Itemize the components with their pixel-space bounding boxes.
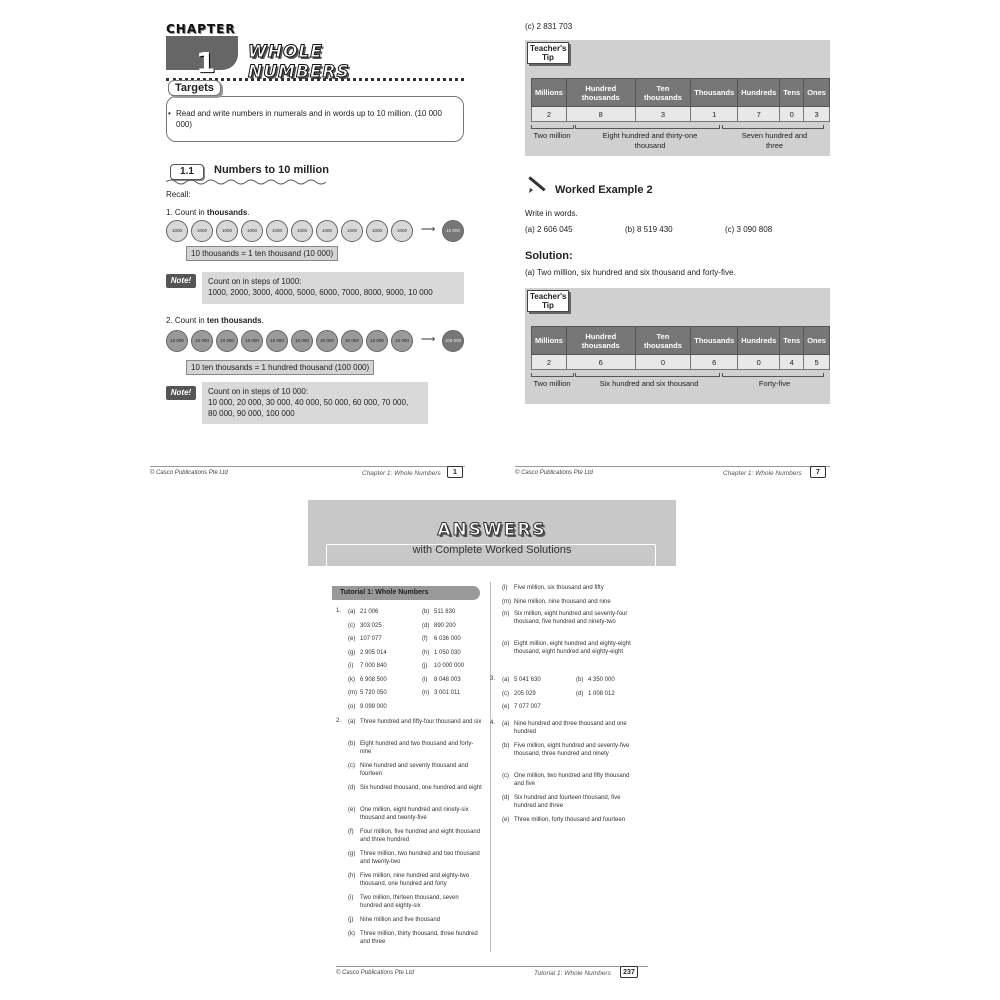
table-cell: 5 <box>804 355 830 370</box>
question-number: 4. <box>490 720 496 726</box>
brace <box>575 125 720 129</box>
footer-line <box>515 466 830 467</box>
answer-label: (e) <box>502 704 510 710</box>
answer-value: 205 029 <box>514 690 536 697</box>
answer-label: (b) <box>502 743 510 749</box>
col-header: Thousands <box>691 79 738 107</box>
table-cell: 0 <box>635 355 691 370</box>
item-1: 1. Count in thousands. <box>166 208 250 217</box>
answer-value: 7 077 007 <box>514 704 541 710</box>
answer-value: Three million, thirty thousand, three hundred and three <box>360 931 478 945</box>
equation-box-2: 10 ten thousands = 1 hundred thousand (100 000) <box>186 360 374 375</box>
coin: 10 000 <box>166 330 188 352</box>
answer-value: 107 077 <box>360 636 382 642</box>
answer-value: 890 200 <box>434 622 456 629</box>
coin: 10 000 <box>191 330 213 352</box>
answer-label: (o) <box>502 641 510 647</box>
table-cell: 2 <box>532 355 567 370</box>
answer-value: 2 905 014 <box>360 649 387 656</box>
col-header: Tens <box>780 327 804 355</box>
col-header: Hundreds <box>738 79 780 107</box>
teachers-tip-tag <box>527 290 569 312</box>
answer-value: 511 830 <box>434 609 456 615</box>
answers-page <box>308 500 676 988</box>
teachers-tip-panel-1 <box>525 40 830 156</box>
answer-label: (b) <box>422 609 430 615</box>
answer-value: Five million, six thousand and fifty <box>514 585 604 591</box>
table-cell: 1 <box>691 107 738 122</box>
col-header: Thousands <box>691 327 738 355</box>
coin: 1000 <box>166 220 188 242</box>
arrow-right-icon: ⟶ <box>421 224 436 235</box>
answer-value: One million, eight hundred and ninety-six thousand and twenty-five <box>360 807 469 821</box>
footer-chapter: Tutorial 1: Whole Numbers <box>534 970 611 977</box>
answer-label: (e) <box>348 807 356 813</box>
page-number: 1 <box>447 466 463 478</box>
word-group: Forty-five <box>758 379 791 388</box>
answer-value: 21 006 <box>360 609 379 615</box>
page-number: 237 <box>620 966 638 978</box>
targets-label: Targets <box>168 80 221 96</box>
chapter-word: CHAPTER <box>166 22 236 36</box>
answer-value: Three million, forty thousand and fourteen <box>514 817 626 823</box>
brace <box>722 125 824 129</box>
section-title: Numbers to 10 million <box>214 164 329 176</box>
answer-value: Eight hundred and two thousand and forty-nine <box>360 741 474 755</box>
tip-label-line-2: Tip <box>542 301 554 310</box>
answer-value: 1 050 030 <box>434 649 461 656</box>
answer-label: (d) <box>502 795 510 801</box>
page-number: 7 <box>810 466 826 478</box>
table-cell: 0 <box>738 355 780 370</box>
question-number: 1. <box>336 608 342 614</box>
answer-label: (a) <box>348 609 356 615</box>
chapter-number-box <box>166 36 238 79</box>
item-c: (c) 2 831 703 <box>525 22 573 31</box>
note-1-line-1: Count on in steps of 1000: <box>208 277 302 286</box>
word-group: Seven hundred and three <box>741 131 808 150</box>
answer-value: Nine million and five thousand <box>360 917 441 923</box>
answer-label: (c) <box>502 773 509 779</box>
answer-label: (o) <box>348 703 356 710</box>
note-tag-1: Note! <box>166 274 196 288</box>
coin: 1000 <box>241 220 263 242</box>
answer-value: One million, two hundred and fifty thousand and five <box>514 773 630 787</box>
place-value-table-2 <box>531 326 830 370</box>
footer-chapter: Chapter 1: Whole Numbers <box>723 470 802 477</box>
answer-label: (b) <box>348 741 356 747</box>
answer-label: (f) <box>422 636 428 642</box>
table-cell: 7 <box>738 107 780 122</box>
answer-label: (n) <box>422 690 430 696</box>
table-cell: 2 <box>532 107 567 122</box>
question-c: (c) 3 090 808 <box>725 225 773 234</box>
pencil-icon <box>525 174 547 196</box>
answer-label: (i) <box>348 663 354 669</box>
col-header: Millions <box>532 327 567 355</box>
footer-publisher: © Casco Publications Pte Ltd <box>150 470 228 476</box>
note-2-line-3: 80 000, 90 000, 100 000 <box>208 409 295 418</box>
note-box-1 <box>202 272 464 304</box>
answer-value: 7 000 840 <box>360 663 387 669</box>
answer-value: Eight million, eight hundred and eighty-eight thousand, eight hundred and eighty-eight <box>514 641 631 655</box>
footer-chapter: Chapter 1: Whole Numbers <box>362 470 441 477</box>
answer-label: (k) <box>348 676 355 683</box>
col-header: Ten thousands <box>635 79 691 107</box>
word-group: Two million <box>533 379 571 388</box>
answer-label: (j) <box>348 917 354 923</box>
item-1-bold: thousands <box>206 208 248 217</box>
answer-value: Nine hundred and seventy thousand and fourteen <box>360 763 469 777</box>
answer-label: (j) <box>422 663 428 669</box>
answer-label: (h) <box>422 649 430 656</box>
word-group: Six hundred and six thousand <box>599 379 699 388</box>
answer-label: (k) <box>348 931 355 937</box>
coin: 10 000 <box>241 330 263 352</box>
table-cell: 3 <box>635 107 691 122</box>
coin: 1000 <box>366 220 388 242</box>
answer-value: 5 720 050 <box>360 690 387 696</box>
section-number: 1.1 <box>170 164 204 180</box>
answer-label: (l) <box>422 676 428 683</box>
coin: 1000 <box>216 220 238 242</box>
textbook-page-1 <box>150 12 475 482</box>
instruction: Write in words. <box>525 209 578 218</box>
textbook-page-7 <box>515 12 840 482</box>
answers-subtitle: with Complete Worked Solutions <box>412 544 572 556</box>
answer-value: Two million, thirteen thousand, seven hundred and eighty-six <box>360 895 459 909</box>
footer-publisher: © Casco Publications Pte Ltd <box>336 970 414 976</box>
col-header: Ones <box>804 327 830 355</box>
col-header: Hundreds <box>738 327 780 355</box>
brace <box>575 373 720 377</box>
table-cell: 6 <box>566 355 635 370</box>
table-cell: 3 <box>804 107 830 122</box>
item-2: 2. Count in ten thousands. <box>166 316 264 325</box>
coin: 10 000 <box>366 330 388 352</box>
answer-value: 10 000 000 <box>434 663 465 669</box>
question-b: (b) 8 519 430 <box>625 225 673 234</box>
answer-value: Four million, five hundred and eight thousand and three hundred <box>360 829 481 843</box>
footer-line <box>150 466 465 467</box>
answer-value: 6 036 000 <box>434 636 461 642</box>
answer-label: (f) <box>348 829 354 835</box>
answer-label: (a) <box>502 721 510 727</box>
brace <box>722 373 824 377</box>
col-header: Millions <box>532 79 567 107</box>
coin-row-ten-thousands <box>166 330 466 352</box>
coin-result: 10 000 <box>442 220 464 242</box>
answer-value: 8 048 003 <box>434 676 461 683</box>
word-group: Two million <box>533 131 571 140</box>
question-number: 3. <box>490 676 496 682</box>
col-header: Tens <box>780 79 804 107</box>
coin-result: 100 000 <box>442 330 464 352</box>
answer-value: Six hundred and fourteen thousand, five hundred and three <box>514 795 621 809</box>
answer-value: Six hundred thousand, one hundred and eight <box>360 785 482 791</box>
wavy-underline-icon <box>166 178 331 186</box>
answer-value: 303 025 <box>360 622 382 629</box>
targets-text-body: Read and write numbers in numerals and in words up to 10 million. (10 000 000) <box>176 109 442 129</box>
word-group: Eight hundred and thirty-one thousand <box>602 131 698 150</box>
table-row <box>532 355 830 370</box>
teachers-tip-tag <box>527 42 569 64</box>
coin: 10 000 <box>341 330 363 352</box>
answer-label: (h) <box>348 873 356 879</box>
note-1-line-2: 1000, 2000, 3000, 4000, 5000, 6000, 7000, 8000, 9000, 10 000 <box>208 288 433 297</box>
place-value-table-1 <box>531 78 830 122</box>
answer-value: Five million, eight hundred and seventy-five thousand, three hundred and ninety <box>514 743 630 757</box>
answer-label: (d) <box>348 785 356 791</box>
answer-value: Three million, two hundred and two thousand and twenty-two <box>360 851 480 865</box>
recall-label: Recall: <box>166 190 191 199</box>
coin-row-thousands <box>166 220 466 242</box>
answer-label: (a) <box>348 719 356 725</box>
solution-title: Solution: <box>525 250 573 262</box>
answer-value: Five million, nine hundred and eighty-two thousand, one hundred and forty <box>360 873 470 887</box>
answer-label: (m) <box>348 690 357 696</box>
equation-box-1: 10 thousands = 1 ten thousand (10 000) <box>186 246 338 261</box>
coin: 1000 <box>291 220 313 242</box>
item-2-bold: ten thousands <box>206 316 262 325</box>
answer-value: 9 099 000 <box>360 703 387 710</box>
answer-label: (n) <box>502 611 510 617</box>
answer-value: 4 350 000 <box>588 677 615 683</box>
coin: 1000 <box>191 220 213 242</box>
answer-label: (c) <box>502 690 509 697</box>
answer-label: (g) <box>348 851 356 857</box>
item-2-prefix: 2. Count in <box>166 316 207 325</box>
worked-example-title: Worked Example 2 <box>555 184 653 196</box>
tutorial-heading: Tutorial 1: Whole Numbers <box>332 586 480 600</box>
coin: 10 000 <box>291 330 313 352</box>
answer-label: (b) <box>576 677 584 683</box>
table-cell: 6 <box>691 355 738 370</box>
answer-label: (l) <box>502 585 508 591</box>
coin: 1000 <box>266 220 288 242</box>
table-cell: 0 <box>780 107 804 122</box>
answer-label: (i) <box>348 895 354 901</box>
targets-text <box>168 108 458 130</box>
footer-line <box>336 966 648 967</box>
answer-value: Six million, eight hundred and seventy-four thousand, five hundred and ninety-two <box>514 611 628 625</box>
solution-a: (a) Two million, six hundred and six thousand and forty-five. <box>525 268 736 277</box>
note-box-2 <box>202 382 428 424</box>
answer-label: (c) <box>348 763 355 769</box>
answer-value: 3 001 011 <box>434 690 461 696</box>
question-a: (a) 2 606 045 <box>525 225 573 234</box>
col-header: Ones <box>804 79 830 107</box>
tip-label-line-2: Tip <box>542 53 554 62</box>
note-tag-2: Note! <box>166 386 196 400</box>
tip-label-line-1: Teacher's <box>530 292 567 301</box>
answer-label: (g) <box>348 649 356 656</box>
answer-value: 6 908 500 <box>360 676 387 683</box>
col-header: Hundred thousands <box>566 79 635 107</box>
answer-value: Three hundred and fifty-four thousand and six <box>360 719 482 725</box>
brace <box>531 125 574 129</box>
answer-label: (d) <box>576 690 584 697</box>
answers-title: ANSWERS <box>437 520 547 540</box>
chapter-title: WHOLE NUMBERS <box>248 42 350 82</box>
answer-value: Nine million, nine thousand and nine <box>514 599 611 605</box>
table-cell: 8 <box>566 107 635 122</box>
chapter-header <box>166 22 426 82</box>
answer-value: 5 041 630 <box>514 677 541 683</box>
note-2-line-1: Count on in steps of 10 000: <box>208 387 309 396</box>
table-cell: 4 <box>780 355 804 370</box>
coin: 1000 <box>391 220 413 242</box>
table-row <box>532 107 830 122</box>
chapter-number: 1 <box>196 46 216 79</box>
coin: 1000 <box>316 220 338 242</box>
answer-label: (a) <box>502 677 510 683</box>
coin: 10 000 <box>266 330 288 352</box>
answer-label: (m) <box>502 599 511 605</box>
footer-publisher: © Casco Publications Pte Ltd <box>515 470 593 476</box>
item-1-prefix: 1. Count in <box>166 208 207 217</box>
col-header: Hundred thousands <box>566 327 635 355</box>
coin: 10 000 <box>216 330 238 352</box>
note-2-line-2: 10 000, 20 000, 30 000, 40 000, 50 000, 60 000, 70 000, <box>208 398 409 407</box>
answers-banner <box>308 500 676 566</box>
bullet-icon: • <box>168 109 171 118</box>
answer-label: (e) <box>502 817 510 823</box>
coin: 1000 <box>341 220 363 242</box>
arrow-right-icon: ⟶ <box>421 334 436 345</box>
brace <box>531 373 574 377</box>
answer-label: (d) <box>422 622 430 629</box>
coin: 10 000 <box>391 330 413 352</box>
answer-label: (e) <box>348 636 356 642</box>
tip-label-line-1: Teacher's <box>530 44 567 53</box>
answer-label: (c) <box>348 622 355 629</box>
answer-value: 1 008 012 <box>588 690 615 697</box>
column-divider <box>490 582 491 952</box>
teachers-tip-panel-2 <box>525 288 830 404</box>
col-header: Ten thousands <box>635 327 691 355</box>
question-number: 2. <box>336 718 342 724</box>
answer-value: Nine hundred and three thousand and one hundred <box>514 721 627 735</box>
coin: 10 000 <box>316 330 338 352</box>
